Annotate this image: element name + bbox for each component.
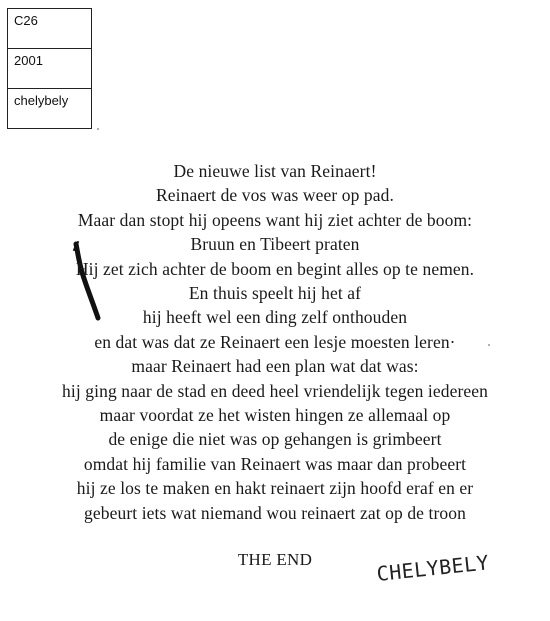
metadata-table bbox=[7, 8, 92, 129]
poem-line: Hij zet zich achter de boom en begint alles op te nemen. bbox=[75, 258, 475, 279]
paper-speck bbox=[97, 128, 99, 130]
poem-body bbox=[0, 159, 550, 525]
poem-line: gebeurt iets wat niemand wou reinaert zat op de troon bbox=[84, 502, 466, 523]
metadata-row bbox=[8, 49, 92, 89]
poem-line: maar voordat ze het wisten hingen ze allemaal op bbox=[99, 405, 451, 426]
handwritten-signature: CHELYBELY bbox=[375, 550, 491, 586]
poem-line: Reinaert de vos was weer op pad. bbox=[156, 185, 394, 206]
poem-line: Maar dan stopt hij opeens want hij ziet achter de boom: bbox=[77, 209, 473, 230]
poem-line: maar Reinaert had een plan wat dat was: bbox=[131, 356, 419, 377]
metadata-author: chelybely bbox=[14, 93, 69, 108]
poem-line: En thuis speelt hij het af bbox=[188, 283, 362, 304]
metadata-cell bbox=[8, 9, 92, 49]
metadata-cell bbox=[8, 49, 92, 89]
metadata-year: 2001 bbox=[14, 53, 43, 68]
poem-line: omdat hij familie van Reinaert was maar dan probeert bbox=[83, 453, 467, 474]
poem-line: de enige die niet was op gehangen is grimbeert bbox=[108, 429, 442, 450]
metadata-row bbox=[8, 9, 92, 49]
metadata-cell bbox=[8, 89, 92, 129]
metadata-row bbox=[8, 89, 92, 129]
poem-line: Bruun en Tibeert praten bbox=[190, 234, 360, 255]
poem-line: hij ging naar de stad en deed heel vriendelijk tegen iedereen bbox=[62, 380, 488, 401]
poem-line: hij heeft wel een ding zelf onthouden bbox=[142, 307, 408, 328]
poem-title-line: De nieuwe list van Reinaert! bbox=[173, 161, 377, 181]
poem-line: en dat was dat ze Reinaert een lesje moesten leren· bbox=[94, 331, 456, 352]
the-end-text: THE END bbox=[237, 550, 313, 569]
poem-line: hij ze los te maken en hakt reinaert zijn hoofd eraf en er bbox=[76, 478, 474, 499]
metadata-code: C26 bbox=[14, 13, 38, 28]
